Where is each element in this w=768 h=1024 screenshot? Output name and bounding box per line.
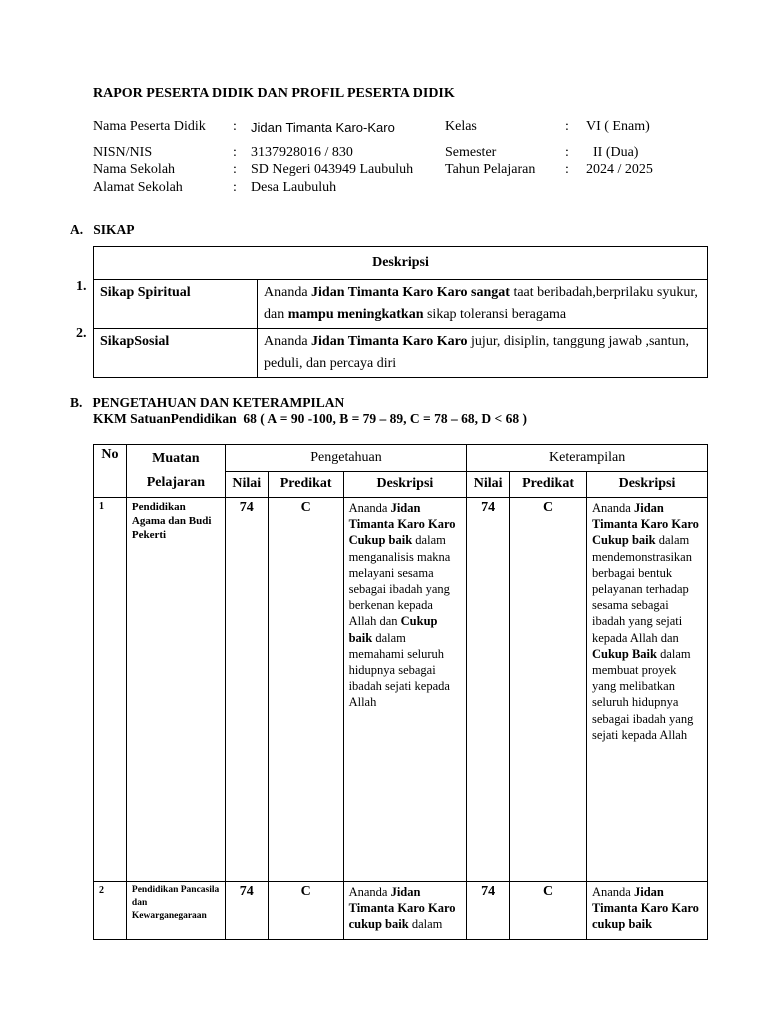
year-value: 2024 / 2025 (586, 162, 653, 177)
kkm-text: KKM SatuanPendidikan 68 ( A = 90 -100, B = 79 – 89, C = 78 – 68, D < 68 ) (93, 411, 527, 426)
name-label: Nama Peserta Didik (93, 119, 206, 134)
grades-table (93, 444, 708, 940)
no-header: No (94, 445, 127, 498)
colon: : (233, 162, 237, 177)
nilai-header: Nilai (467, 471, 510, 498)
keterampilan-deskripsi: Ananda Jidan Timanta Karo Karo Cukup baik dalam mendemonstrasikan berbagai bentuk pelayanan terhadap sesama sebagai ibadah yang sejati kepada Allah dan Cukup Baik dalam membuat proyek yang melibatkan seluruh hidupnya sebagai ibadah yang sejati kepada Allah (586, 498, 707, 882)
muatan-header: Muatan Pelajaran (126, 445, 225, 498)
address-value: Desa Laubuluh (251, 180, 337, 195)
pengetahuan-header: Pengetahuan (225, 445, 466, 472)
deskripsi-header: Deskripsi (343, 471, 467, 498)
school-value: SD Negeri 043949 Laubuluh (251, 162, 414, 177)
class-label: Kelas (445, 119, 477, 134)
sikap-description: Ananda Jidan Timanta Karo Karo sangat taat beribadah,berprilaku syukur, dan mampu meningkatkan sikap toleransi beragama (258, 280, 708, 329)
sikap-label: Sikap Spiritual (94, 280, 258, 329)
colon: : (565, 119, 569, 134)
address-label: Alamat Sekolah (93, 180, 183, 195)
keterampilan-nilai: 74 (467, 882, 510, 940)
subject-name: Pendidikan Agama dan Budi Pekerti (126, 498, 225, 882)
table-row (94, 329, 708, 378)
table-row (94, 498, 708, 882)
keterampilan-predikat: C (510, 498, 587, 882)
pengetahuan-nilai: 74 (225, 498, 268, 882)
row-no: 1 (94, 498, 127, 882)
pengetahuan-predikat: C (268, 498, 343, 882)
year-label: Tahun Pelajaran (445, 162, 536, 177)
predikat-header: Predikat (268, 471, 343, 498)
keterampilan-deskripsi: Ananda Jidan Timanta Karo Karo cukup baik (586, 882, 707, 940)
semester-value: II (Dua) (593, 145, 639, 160)
keterampilan-nilai: 74 (467, 498, 510, 882)
nilai-header: Nilai (225, 471, 268, 498)
student-name: Jidan Timanta Karo-Karo (251, 120, 395, 135)
section-b-heading: B. PENGETAHUAN DAN KETERAMPILAN (70, 395, 345, 410)
sikap-description: Ananda Jidan Timanta Karo Karo jujur, disiplin, tanggung jawab ,santun, peduli, dan percaya diri (258, 329, 708, 378)
nisn-label: NISN/NIS (93, 145, 153, 160)
table-row (94, 882, 708, 940)
pengetahuan-nilai: 74 (225, 882, 268, 940)
colon: : (233, 180, 237, 195)
pengetahuan-predikat: C (268, 882, 343, 940)
row-no: 2 (94, 882, 127, 940)
predikat-header: Predikat (510, 471, 587, 498)
deskripsi-header: Deskripsi (94, 247, 708, 280)
pengetahuan-deskripsi: Ananda Jidan Timanta Karo Karo cukup baik dalam (343, 882, 467, 940)
nisn-value: 3137928016 / 830 (251, 145, 353, 160)
page-title: RAPOR PESERTA DIDIK DAN PROFIL PESERTA DIDIK (93, 86, 455, 101)
row-number: 2. (76, 326, 87, 341)
colon: : (565, 162, 569, 177)
subject-name: Pendidikan Pancasila dan Kewarganegaraan (126, 882, 225, 940)
sikap-label: SikapSosial (94, 329, 258, 378)
colon: : (565, 145, 569, 160)
school-label: Nama Sekolah (93, 162, 176, 177)
class-value: VI ( Enam) (586, 119, 650, 134)
pengetahuan-deskripsi: Ananda Jidan Timanta Karo Karo Cukup baik dalam menganalisis makna melayani sesama sebagai ibadah yang berkenan kepada Allah dan Cukup baik dalam memahami seluruh hidupnya sebagai ibadah sejati kepada Allah (343, 498, 467, 882)
section-a-heading: A. SIKAP (70, 222, 135, 237)
row-number: 1. (76, 279, 87, 294)
sikap-table (93, 246, 708, 378)
table-row (94, 280, 708, 329)
colon: : (233, 119, 237, 134)
colon: : (233, 145, 237, 160)
semester-label: Semester (445, 145, 497, 160)
keterampilan-predikat: C (510, 882, 587, 940)
deskripsi-header: Deskripsi (586, 471, 707, 498)
keterampilan-header: Keterampilan (467, 445, 708, 472)
